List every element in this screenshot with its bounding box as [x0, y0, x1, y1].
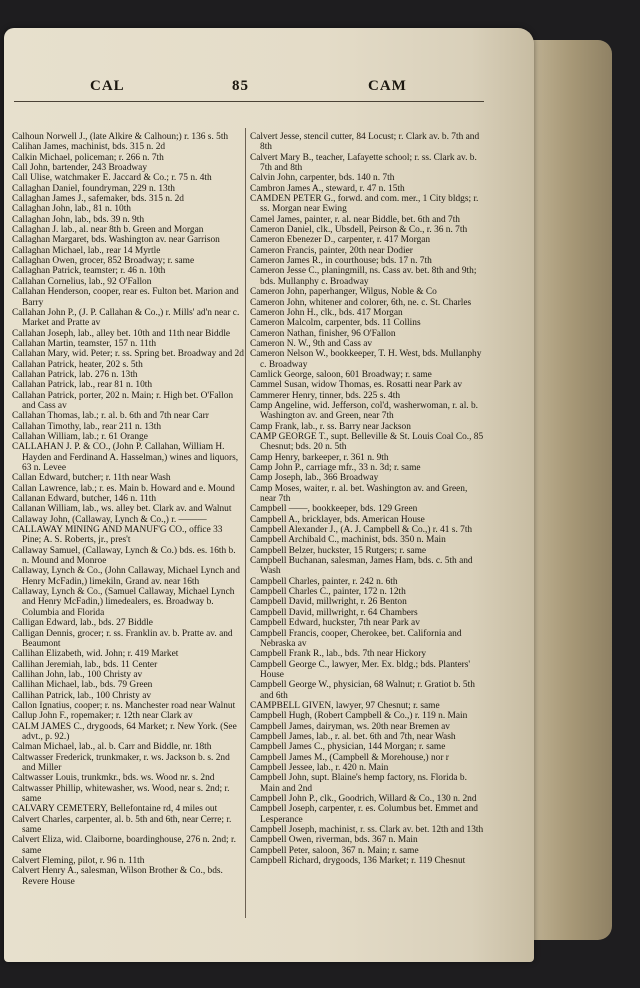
directory-entry: Callihan Patrick, lab., 100 Christy av	[12, 690, 152, 701]
directory-entry: Cameron Jesse C., planingmill, ns. Cass av. bet. 8th and 9th; bds. Mullanphy c. Broadway	[250, 266, 477, 287]
directory-entry: Cambron James A., steward, r. 47 n. 15th	[250, 183, 405, 194]
directory-entry: Callaway Samuel, (Callaway, Lynch & Co.) bds. es. 16th b. n. Mound and Monroe	[12, 545, 236, 567]
directory-entry: Calvert Eliza, wid. Claiborne, boardinghouse, 276 n. 2nd; r. same	[12, 835, 236, 856]
directory-entry: Campbell A., bricklayer, bds. American House	[250, 514, 425, 525]
directory-entry: Campbell Belzer, huckster, 15 Rutgers; r. same	[250, 545, 427, 556]
column-divider	[245, 128, 246, 918]
directory-entry: Campbell Frank R., lab., bds. 7th near Hickory	[250, 649, 427, 660]
directory-entry: Campbell Peter, saloon, 367 n. Main; r. same	[250, 845, 419, 856]
directory-entry: Cameron Nelson W., bookkeeper, T. H. West, bds. Mullanphy c. Broadway	[250, 349, 482, 370]
directory-entry: Campbell James, dairyman, ws. 20th near Bremen av	[250, 721, 450, 732]
directory-entry: Calvert Fleming, pilot, r. 96 n. 11th	[12, 856, 145, 867]
directory-entry: Callaghan Margaret, bds. Washington av. near Garrison	[12, 235, 220, 246]
directory-entry: Camel James, painter, r. al. near Biddle, bet. 6th and 7th	[250, 214, 460, 225]
directory-entry: Campbell James, lab., r. al. bet. 6th and 7th, near Wash	[250, 731, 456, 742]
directory-entry: Cameron Francis, painter, 20th near Dodier	[250, 245, 413, 256]
directory-entry: Camp Joseph, lab., 366 Broadway	[250, 473, 379, 484]
directory-entry: Callahan Mary, wid. Peter; r. ss. Spring bet. Broadway and 2d	[12, 349, 244, 360]
directory-entry: Callihan Jeremiah, lab., bds. 11 Center	[12, 659, 158, 670]
directory-entry: Camp Henry, barkeeper, r. 361 n. 9th	[250, 452, 389, 463]
directory-page	[4, 28, 534, 962]
directory-entry: Callanan Edward, butcher, 146 n. 11th	[12, 494, 157, 505]
directory-entry: Callaghan Patrick, teamster; r. 46 n. 10th	[12, 266, 166, 277]
directory-entry: Campbell Joseph, carpenter, r. es. Columbus bet. Emmet and Lesperance	[250, 804, 478, 825]
directory-entry: Callahan John P., (J. P. Callahan & Co.,) r. Mills' ad'n near c. Market and Pratte av	[12, 307, 240, 329]
directory-entry: Callahan Patrick, lab., rear 81 n. 10th	[12, 380, 153, 391]
directory-entry: Campbell Hugh, (Robert Campbell & Co.,) r. 119 n. Main	[250, 711, 468, 722]
directory-entry: Callahan Patrick, heater, 202 s. 5th	[12, 359, 143, 370]
directory-entry: Calihan James, machinist, bds. 315 n. 2d	[12, 142, 166, 153]
directory-entry: Callaghan James J., safemaker, bds. 315 n. 2d	[12, 194, 184, 205]
directory-entry: Callanan William, lab., ws. alley bet. Clark av. and Walnut	[12, 504, 232, 515]
directory-entry: Cameron Nathan, finisher, 96 O'Fallon	[250, 328, 396, 339]
running-header	[4, 78, 534, 98]
page-number: 85	[232, 78, 249, 94]
directory-entry: Callahan William, lab.; r. 61 Orange	[12, 431, 148, 442]
right-guide-word: CAM	[368, 78, 407, 94]
directory-entry: Callan Lawrence, lab.; r. es. Main b. Howard and e. Mound	[12, 483, 235, 494]
directory-entry: Camp John P., carriage mfr., 33 n. 3d; r. same	[250, 463, 421, 473]
directory-entry: Campbell George C., lawyer, Mer. Ex. bldg.; bds. Planters' House	[250, 659, 471, 680]
directory-entry: Cameron John, paperhanger, Wilgus, Noble & Co	[250, 287, 437, 298]
directory-entry: Camp Moses, waiter, r. al. bet. Washington av. and Green, near 7th	[250, 483, 468, 505]
directory-entry: Campbell James M., (Campbell & Morehouse,) nor r	[250, 752, 449, 763]
directory-entry: CALLAHAN J. P. & CO., (John P. Callahan, William H. Hayden and Ferdinand A. Hasselman,) wines and liquors, 63 n. Levee	[12, 442, 239, 473]
directory-entry: Campbell Charles C., painter, 172 n. 12th	[250, 587, 406, 598]
directory-entry: Call John, bartender, 243 Broadway	[12, 163, 148, 174]
left-guide-word: CAL	[90, 78, 125, 94]
directory-entry: Cammel Susan, widow Thomas, es. Rosatti near Park av	[250, 380, 463, 391]
directory-entry: CALVARY CEMETERY, Bellefontaine rd, 4 miles out	[12, 804, 218, 815]
directory-entry: CALM JAMES C., drygoods, 64 Market; r. New York. (See advt., p. 92.)	[12, 721, 237, 742]
directory-entry: Callan Edward, butcher; r. 11th near Wash	[12, 473, 171, 484]
directory-entry: Cameron John H., clk., bds. 417 Morgan	[250, 307, 403, 318]
directory-entry: Campbell Jessee, lab., r. 420 n. Main	[250, 762, 389, 773]
directory-entry: Caltwasser Louis, trunkmkr., bds. ws. Wood nr. s. 2nd	[12, 773, 215, 784]
directory-entry: Callahan Cornelius, lab., 92 O'Fallon	[12, 276, 152, 287]
directory-entry: Campbell John, supt. Blaine's hemp factory, ns. Florida b. Main and 2nd	[250, 773, 467, 794]
directory-entry: Calman Michael, lab., al. b. Carr and Biddle, nr. 18th	[12, 742, 212, 753]
directory-entry: Call Ulise, watchmaker E. Jaccard & Co.; r. 75 n. 4th	[12, 173, 212, 184]
directory-entry: Cameron Ebenezer D., carpenter, r. 417 Morgan	[250, 235, 431, 246]
directory-entry: Campbell Buchanan, salesman, James Ham, bds. c. 5th and Wash	[250, 556, 473, 577]
directory-entry: Cameron John, whitener and colorer, 6th, ne. c. St. Charles	[250, 297, 472, 308]
directory-entry: Callaghan John, lab., bds. 39 n. 9th	[12, 214, 145, 225]
directory-entry: Callaghan John, lab., 81 n. 10th	[12, 204, 131, 215]
directory-entry: Callaway, Lynch & Co., (Samuel Callaway, Michael Lynch and Henry McFadin,) limedealers, es. Broadway b. Columbia and Florida	[12, 587, 235, 618]
directory-entry: Callahan Martin, teamster, 157 n. 11th	[12, 338, 157, 349]
right-column	[250, 132, 484, 866]
directory-entry: Callup John F., ropemaker; r. 12th near Clark av	[12, 711, 193, 722]
directory-entry: Campbell John P., clk., Goodrich, Willard & Co., 130 n. 2nd	[250, 794, 477, 804]
directory-entry: Campbell Richard, drygoods, 136 Market; r. 119 Chesnut	[250, 856, 466, 867]
directory-entry: Callaghan Daniel, foundryman, 229 n. 13th	[12, 183, 175, 194]
directory-entry: Callahan Henderson, cooper, rear es. Fulton bet. Marion and Barry	[12, 287, 239, 308]
directory-entry: Callahan Patrick, porter, 202 n. Main; r. High bet. O'Fallon and Cass av	[12, 390, 234, 411]
directory-entry: Cameron Malcolm, carpenter, bds. 11 Collins	[250, 318, 421, 329]
directory-entry: Calligan Edward, lab., bds. 27 Biddle	[12, 618, 153, 629]
directory-entry: Campbell Archibald C., machinist, bds. 350 n. Main	[250, 535, 446, 546]
directory-entry: Campbell Charles, painter, r. 242 n. 6th	[250, 576, 398, 587]
directory-entry: CAMDEN PETER G., forwd. and com. mer., 1 City bldgs; r. ss. Morgan near Ewing	[250, 194, 479, 215]
directory-entry: Calvert Mary B., teacher, Lafayette school; r. ss. Clark av. b. 7th and 8th	[250, 152, 477, 174]
directory-entry: Callihan Elizabeth, wid. John; r. 419 Market	[12, 649, 179, 660]
directory-entry: Campbell David, millwright, r. 64 Chambers	[250, 607, 418, 618]
directory-entry: Callahan Patrick, lab. 276 n. 13th	[12, 369, 138, 380]
directory-entry: Camp Angeline, wid. Jefferson, col'd, washerwoman, r. al. b. Washington av. and Green, near 7th	[250, 400, 479, 422]
directory-entry: Cameron N. W., 9th and Cass av	[250, 338, 373, 349]
header-rule	[14, 101, 484, 102]
directory-entry: CAMP GEORGE T., supt. Belleville & St. Louis Coal Co., 85 Chesnut; bds. 20 n. 5th	[250, 431, 484, 453]
directory-entry: Camlick George, saloon, 601 Broadway; r. same	[250, 369, 432, 380]
directory-entry: Callaghan J. lab., al. near 8th b. Green and Morgan	[12, 225, 204, 236]
directory-entry: Callihan John, lab., 100 Christy av	[12, 669, 143, 680]
directory-entry: Calvin John, carpenter, bds. 140 n. 7th	[250, 173, 395, 184]
directory-entry: Caltwasser Phillip, whitewasher, ws. Wood, near s. 2nd; r. same	[12, 783, 230, 804]
directory-entry: Campbell Joseph, machinist, r. ss. Clark av. bet. 12th and 13th	[250, 825, 484, 836]
directory-entry: Campbell David, millwright, r. 26 Benton	[250, 597, 407, 608]
directory-entry: Campbell George W., physician, 68 Walnut; r. Gratiot b. 5th and 6th	[250, 680, 475, 701]
directory-entry: Callaghan Michael, lab., rear 14 Myrtle	[12, 245, 161, 256]
directory-entry: Calligan Dennis, grocer; r. ss. Franklin av. b. Pratte av. and Beaumont	[12, 628, 233, 649]
directory-entry: Cammerer Henry, tinner, bds. 225 s. 4th	[250, 390, 401, 401]
directory-entry: CALLAWAY MINING AND MANUF'G CO., office 33 Pine; A. S. Roberts, jr., pres't	[12, 525, 223, 546]
directory-entry: Camp Frank, lab., r. ss. Barry near Jackson	[250, 421, 411, 432]
directory-entry: Callaghan Owen, grocer, 852 Broadway; r. same	[12, 256, 195, 267]
directory-entry: Callaway, Lynch & Co., (John Callaway, Michael Lynch and Henry McFadin,) limekiln, Grand av. near 16th	[12, 566, 240, 587]
directory-entry: Calhoun Norwell J., (late Alkire & Calhoun;) r. 136 s. 5th	[12, 132, 229, 142]
directory-entry: Calvert Henry A., salesman, Wilson Brother & Co., bds. Revere House	[12, 866, 223, 887]
directory-entry: Calkin Michael, policeman; r. 266 n. 7th	[12, 152, 164, 163]
directory-entry: Campbell ——, bookkeeper, bds. 129 Green	[250, 504, 418, 515]
directory-entry: Campbell Francis, cooper, Cherokee, bet. California and Nebraska av	[250, 628, 462, 649]
directory-entry: CAMPBELL GIVEN, lawyer, 97 Chesnut; r. same	[250, 700, 440, 711]
directory-entry: Calvert Jesse, stencil cutter, 84 Locust; r. Clark av. b. 7th and 8th	[250, 132, 480, 153]
directory-entry: Calvert Charles, carpenter, al. b. 5th and 6th, near Cerre; r. same	[12, 814, 232, 836]
directory-entry: Caltwasser Frederick, trunkmaker, r. ws. Jackson b. s. 2nd and Miller	[12, 752, 230, 773]
directory-entry: Cameron Daniel, clk., Ubsdell, Peirson & Co., r. 36 n. 7th	[250, 225, 468, 236]
directory-entry: Callihan Michael, lab., bds. 79 Green	[12, 680, 153, 691]
directory-entry: Callahan Timothy, lab., rear 211 n. 13th	[12, 421, 162, 432]
left-column	[12, 132, 244, 887]
directory-entry: Campbell Owen, riverman, bds. 367 n. Main	[250, 835, 418, 846]
directory-entry: Campbell Edward, huckster, 7th near Park av	[250, 618, 420, 629]
directory-entry: Campbell Alexander J., (A. J. Campbell & Co.,) r. 41 s. 7th	[250, 525, 473, 536]
directory-entry: Callon Ignatius, cooper; r. ns. Manchester road near Walnut	[12, 700, 236, 711]
directory-entry: Callaway John, (Callaway, Lynch & Co.,) r. ———	[12, 514, 207, 525]
directory-entry: Campbell James C., physician, 144 Morgan; r. same	[250, 742, 446, 753]
directory-entry: Cameron James R., in courthouse; bds. 17 n. 7th	[250, 256, 432, 267]
directory-entry: Callahan Joseph, lab., alley bet. 10th and 11th near Biddle	[12, 328, 231, 339]
directory-entry: Callahan Thomas, lab.; r. al. b. 6th and 7th near Carr	[12, 411, 209, 422]
